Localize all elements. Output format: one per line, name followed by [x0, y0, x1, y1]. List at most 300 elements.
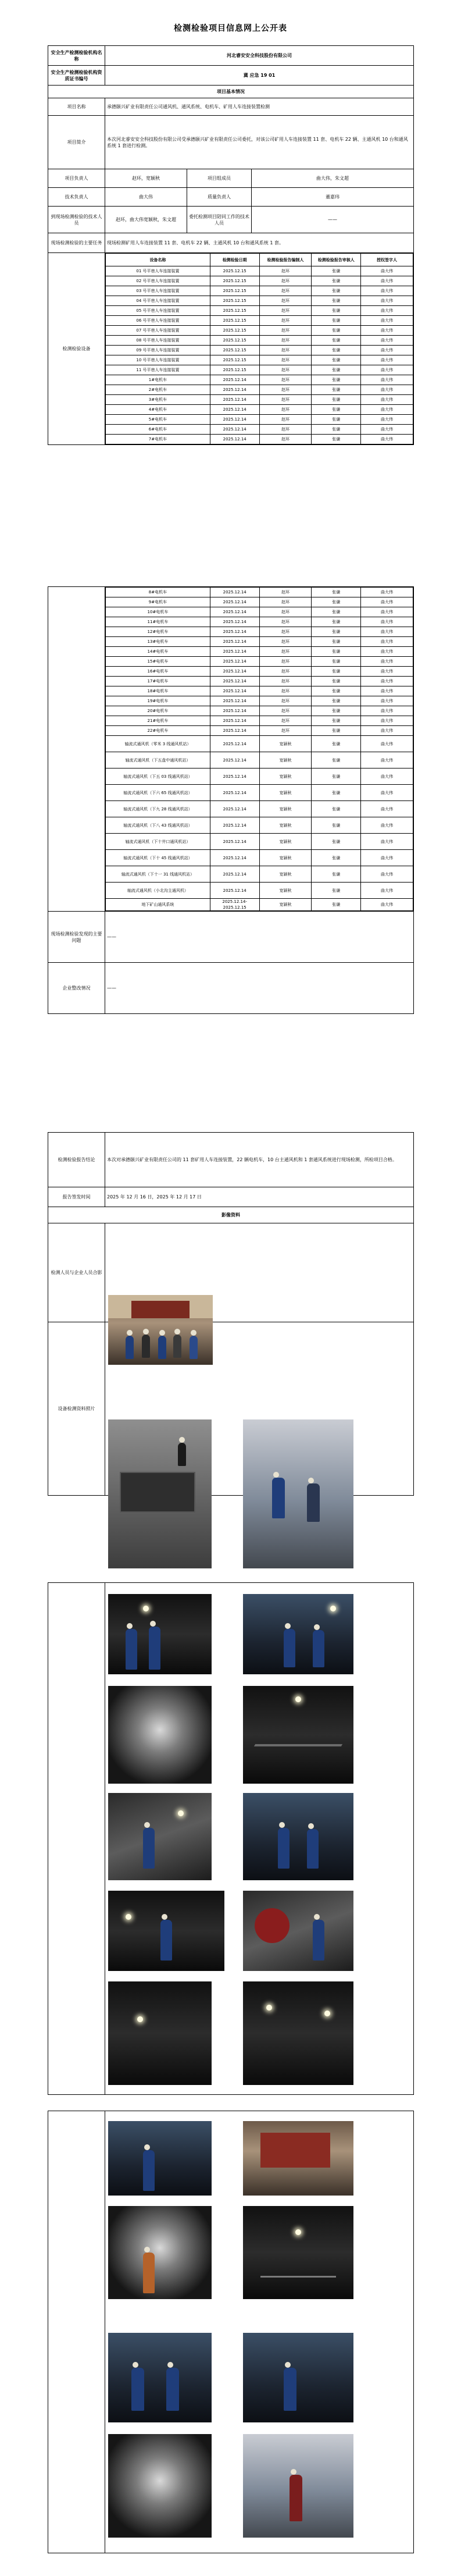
person-figure: [158, 1336, 166, 1359]
table-cell: 张谦: [312, 617, 361, 627]
table-row: [106, 686, 413, 696]
table-cell: 2025.12.14: [210, 696, 259, 706]
table-cell: 张谦: [312, 657, 361, 667]
table-cell: 8#电机车: [106, 588, 210, 597]
table-cell: 曲大伟: [361, 597, 413, 607]
table-row: [106, 375, 413, 385]
table-cell: 赵环: [259, 395, 312, 405]
photo-4-7: [108, 1891, 224, 1971]
rectify-label: 企业整改情况: [48, 963, 105, 1014]
table-cell: 曲大伟: [361, 686, 413, 696]
table-cell: 张谦: [312, 817, 361, 834]
table-cell: 轴流式通风机（下十井口通风机站）: [106, 834, 210, 850]
table-cell: 张谦: [312, 834, 361, 850]
project-name-label: 项目名称: [48, 98, 105, 116]
th-device: 设备名称: [106, 254, 210, 266]
tech-label: 技术负责人: [48, 188, 105, 207]
table-cell: 02 号平巷人车连接装置: [106, 276, 210, 286]
table-cell: 张谦: [312, 785, 361, 801]
table-cell: 张谦: [312, 326, 361, 336]
table-row: [106, 716, 413, 726]
table-row: [106, 306, 413, 316]
table-cell: 张谦: [312, 336, 361, 346]
table-cell: 张谦: [312, 647, 361, 657]
table-row: [106, 801, 413, 817]
date-label: 报告签发时间: [48, 1187, 105, 1207]
table-cell: 15#电机车: [106, 657, 210, 667]
person-figure: [149, 1627, 160, 1670]
person-figure: [143, 2150, 155, 2191]
members: 曲大伟，朱文超: [252, 169, 414, 188]
person-figure: [126, 1336, 134, 1359]
table-cell: 曲大伟: [361, 801, 413, 817]
table-cell: 2025.12.14: [210, 850, 259, 866]
table-cell: 2025.12.15: [210, 296, 259, 306]
table-cell: 赵环: [259, 385, 312, 395]
photo-table-block-4: [48, 1582, 414, 2095]
table-cell: 曲大伟: [361, 785, 413, 801]
table-cell: 10 号平巷人车连接装置: [106, 355, 210, 365]
table-row: [106, 385, 413, 395]
table-cell: 曲大伟: [361, 266, 413, 276]
table-cell: 曲大伟: [361, 385, 413, 395]
table-cell: 2025.12.14: [210, 817, 259, 834]
table-cell: 2025.12.14: [210, 395, 259, 405]
table-cell: 赵环: [259, 375, 312, 385]
table-cell: 2025.12.15: [210, 355, 259, 365]
table-cell: 张谦: [312, 801, 361, 817]
table-cell: 地下矿山通风系统: [106, 899, 210, 911]
table-cell: 赵环: [259, 667, 312, 677]
table-row: [106, 706, 413, 716]
table-cell: 赵环: [259, 296, 312, 306]
table-cell: 张谦: [312, 415, 361, 425]
table-cell: 张谦: [312, 425, 361, 435]
lamp-icon: [266, 2005, 272, 2011]
table-cell: 6#电机车: [106, 425, 210, 435]
table-cell: 2025.12.14: [210, 883, 259, 899]
members-label: 项目组成员: [187, 169, 252, 188]
table-cell: 2025.12.14: [210, 667, 259, 677]
table-row: [106, 266, 413, 276]
table-cell: 2025.12.14: [210, 801, 259, 817]
person-figure: [278, 1828, 290, 1869]
table-cell: 2025.12.14: [210, 768, 259, 785]
table-cell: 张谦: [312, 686, 361, 696]
table-cell: 张谦: [312, 346, 361, 355]
table-cell: 2025.12.14: [210, 785, 259, 801]
table-cell: 2025.12.15: [210, 326, 259, 336]
table-cell: 10#电机车: [106, 607, 210, 617]
table-cell: 14#电机车: [106, 647, 210, 657]
table-cell: 16#电机车: [106, 667, 210, 677]
table-cell: 2025.12.15: [210, 336, 259, 346]
table-cell: 2025.12.15: [210, 266, 259, 276]
table-cell: 张谦: [312, 696, 361, 706]
table-cell: 曲大伟: [361, 435, 413, 444]
table-cell: 赵环: [259, 365, 312, 375]
table-row: [106, 785, 413, 801]
table-cell: 赵环: [259, 597, 312, 607]
table-cell: 2025.12.15: [210, 286, 259, 296]
table-cell: 2025.12.14: [210, 866, 259, 883]
table-cell: 2025.12.14: [210, 435, 259, 444]
table-cell: 宽颖秋: [259, 850, 312, 866]
table-cell: 轴流式通风机（下十 45 线通风机站）: [106, 850, 210, 866]
institution-name-label: 安全生产检测检验机构名称: [48, 46, 105, 66]
person-figure: [284, 1629, 295, 1667]
project-name: 承德颐兴矿业有限责任公司通风机、通风系统、电机车、矿用人车连接装置检测: [105, 98, 414, 116]
table-cell: 曲大伟: [361, 850, 413, 866]
table-row: [106, 726, 413, 736]
photo-5-4: [243, 2206, 353, 2299]
table-cell: 赵环: [259, 435, 312, 444]
table-cell: 张谦: [312, 726, 361, 736]
table-cell: 2025.12.14: [210, 736, 259, 752]
table-cell: 张谦: [312, 306, 361, 316]
table-cell: 2025.12.14: [210, 627, 259, 637]
person-figure: [178, 1443, 186, 1466]
table-cell: 张谦: [312, 597, 361, 607]
person-figure: [290, 2475, 302, 2521]
table-cell: 赵环: [259, 276, 312, 286]
table-cell: 赵环: [259, 647, 312, 657]
table-cell: 07 号平巷人车连接装置: [106, 326, 210, 336]
table-row: [106, 415, 413, 425]
table-cell: 张谦: [312, 375, 361, 385]
table-cell: 轴流式通风机（下六 65 线通风机站）: [106, 785, 210, 801]
lamp-icon: [137, 2016, 143, 2022]
table-cell: 2025.12.14: [210, 657, 259, 667]
table-cell: 2025.12.14: [210, 415, 259, 425]
table-cell: 宽颖秋: [259, 883, 312, 899]
table-cell: 张谦: [312, 866, 361, 883]
table-cell: 曲大伟: [361, 405, 413, 415]
table-row: [106, 607, 413, 617]
table-cell: 2#电机车: [106, 385, 210, 395]
results-cell-continued: [105, 587, 414, 912]
table-row: [106, 435, 413, 444]
table-cell: 13#电机车: [106, 637, 210, 647]
table-cell: 曲大伟: [361, 696, 413, 706]
table-row: [106, 316, 413, 326]
table-cell: 张谦: [312, 588, 361, 597]
table-cell: 2025.12.14: [210, 834, 259, 850]
table-cell: 2025.12.14: [210, 597, 259, 607]
table-cell: 18#电机车: [106, 686, 210, 696]
table-cell: 2025.12.14: [210, 588, 259, 597]
table-row: [106, 425, 413, 435]
table-cell: 赵环: [259, 355, 312, 365]
problems-label: 现场检测检验发现的主要问题: [48, 912, 105, 963]
table-cell: 2025.12.14: [210, 686, 259, 696]
table-cell: 张谦: [312, 899, 361, 911]
photo-4-2: [243, 1594, 353, 1674]
table-cell: 19#电机车: [106, 696, 210, 706]
table-cell: 赵环: [259, 726, 312, 736]
person-figure: [307, 1483, 320, 1522]
lamp-icon: [295, 1696, 301, 1702]
table-cell: 曲大伟: [361, 375, 413, 385]
table-cell: 曲大伟: [361, 677, 413, 686]
table-cell: 赵环: [259, 415, 312, 425]
th-signer: 授权签字人: [361, 254, 413, 266]
table-cell: 曲大伟: [361, 607, 413, 617]
conclusion: 本次对承德颐兴矿业有限责任公司的 11 套矿用人车连接装置，22 辆电机车，10 台主通风机和 1 套通风系统进行现场检测，所检项目合格。: [105, 1133, 414, 1187]
table-cell: 曲大伟: [361, 415, 413, 425]
table-cell: 宽颖秋: [259, 817, 312, 834]
table-cell: 曲大伟: [361, 306, 413, 316]
table-cell: 11#电机车: [106, 617, 210, 627]
table-cell: 2025.12.14: [210, 716, 259, 726]
table-cell: 赵环: [259, 346, 312, 355]
quality: 董嘉玮: [252, 188, 414, 207]
photo-5-5: [108, 2333, 212, 2422]
photo-4-5: [108, 1793, 212, 1880]
results-label: 检测检验设备: [48, 253, 105, 445]
photo-continue-label-5: [48, 2111, 105, 2553]
table-cell: 曲大伟: [361, 834, 413, 850]
person-figure: [131, 2368, 144, 2411]
table-cell: 张谦: [312, 286, 361, 296]
institution-name: 河北睿安安全科技股份有限公司: [105, 46, 414, 66]
table-cell: 赵环: [259, 588, 312, 597]
quality-label: 质量负责人: [187, 188, 252, 207]
scope-label: 现场检测检验的主要任务: [48, 233, 105, 253]
leader: 赵环，宽颖秋: [105, 169, 187, 188]
table-cell: 宽颖秋: [259, 866, 312, 883]
table-row: [106, 276, 413, 286]
person-figure: [126, 1629, 137, 1670]
results-table: [105, 253, 413, 444]
person-figure: [143, 2253, 155, 2293]
table-cell: 2025.12.14: [210, 726, 259, 736]
table-cell: 2025.12.14: [210, 752, 259, 768]
table-cell: 轴流式通风机（下九 28 线通风机站）: [106, 801, 210, 817]
table-cell: 张谦: [312, 365, 361, 375]
photo-4-3: [108, 1686, 212, 1784]
table-cell: 11 号平巷人车连接装置: [106, 365, 210, 375]
lamp-icon: [295, 2229, 301, 2235]
table-cell: 赵环: [259, 607, 312, 617]
person-figure: [143, 1828, 155, 1869]
results-cell: [105, 253, 414, 445]
table-cell: 宽颖秋: [259, 785, 312, 801]
conclusion-label: 检测检验报告结论: [48, 1133, 105, 1187]
results-table-continued: [105, 587, 413, 911]
table-row: [106, 336, 413, 346]
table-cell: 12#电机车: [106, 627, 210, 637]
table-cell: 张谦: [312, 435, 361, 444]
table-row: [106, 696, 413, 706]
site-photo-left: [108, 1419, 212, 1568]
table-row: [106, 346, 413, 355]
photo-5-7: [108, 2434, 212, 2538]
photo-4-4: [243, 1686, 353, 1784]
photo-5-6: [243, 2333, 353, 2422]
table-row: [106, 637, 413, 647]
lamp-icon: [324, 2011, 330, 2016]
table-row: [106, 667, 413, 677]
lamp-icon: [143, 1606, 149, 1611]
table-row: [106, 677, 413, 686]
table-cell: 曲大伟: [361, 637, 413, 647]
table-cell: 张谦: [312, 296, 361, 306]
results-continued-label: [48, 587, 105, 912]
th-author: 检测检验报告编制人: [259, 254, 312, 266]
site-people: 赵环，曲大伟宽颖秋，朱文超: [105, 207, 187, 233]
table-cell: 曲大伟: [361, 355, 413, 365]
photo-4-9: [108, 1981, 212, 2085]
table-row: [106, 355, 413, 365]
photo-5-3: [108, 2206, 212, 2299]
table-cell: 轴流式通风机（下五 03 线通风机站）: [106, 768, 210, 785]
problems: ——: [105, 912, 414, 963]
table-row: [106, 850, 413, 866]
person-figure: [142, 1335, 150, 1358]
table-cell: 2025.12.14: [210, 375, 259, 385]
section-project-header: 项目基本情况: [48, 86, 414, 98]
person-figure: [160, 1920, 172, 1961]
images-section-header: 影像资料: [48, 1207, 414, 1223]
table-cell: 曲大伟: [361, 866, 413, 883]
table-cell: 赵环: [259, 316, 312, 326]
table-cell: 曲大伟: [361, 296, 413, 306]
table-cell: 曲大伟: [361, 276, 413, 286]
table-row: [106, 657, 413, 667]
table-cell: 张谦: [312, 716, 361, 726]
table-cell: 04 号平巷人车连接装置: [106, 296, 210, 306]
group-photo: [108, 1295, 213, 1365]
table-cell: 2025.12.14: [210, 647, 259, 657]
table-cell: 曲大伟: [361, 706, 413, 716]
table-cell: 曲大伟: [361, 395, 413, 405]
issue-date: 2025 年 12 月 16 日，2025 年 12 月 17 日: [105, 1187, 414, 1207]
table-cell: 张谦: [312, 706, 361, 716]
table-cell: 张谦: [312, 627, 361, 637]
table-cell: 2025.12.15: [210, 346, 259, 355]
table-cell: 赵环: [259, 405, 312, 415]
table-cell: 曲大伟: [361, 883, 413, 899]
table-cell: 宽颖秋: [259, 801, 312, 817]
table-cell: 曲大伟: [361, 588, 413, 597]
th-date: 检测检验日期: [210, 254, 259, 266]
site-photo-right: [243, 1419, 353, 1568]
table-cell: 赵环: [259, 716, 312, 726]
table-row: [106, 768, 413, 785]
leader-label: 项目负责人: [48, 169, 105, 188]
table-row: [106, 296, 413, 306]
person-figure: [166, 2368, 179, 2411]
rectify: ——: [105, 963, 414, 1014]
table-cell: 03 号平巷人车连接装置: [106, 286, 210, 296]
person-figure: [307, 1829, 319, 1869]
table-cell: 5#电机车: [106, 415, 210, 425]
photo-continue-label-4: [48, 1583, 105, 2095]
person-figure: [190, 1336, 198, 1359]
photo-5-8: [243, 2434, 353, 2538]
table-cell: 05 号平巷人车连接装置: [106, 306, 210, 316]
site-people-label: 到现场检测检验的技术人员: [48, 207, 105, 233]
table-cell: 2025.12.14: [210, 425, 259, 435]
table-cell: 赵环: [259, 627, 312, 637]
person-figure: [284, 2368, 296, 2411]
table-cell: 2025.12.15: [210, 316, 259, 326]
table-cell: 张谦: [312, 385, 361, 395]
table-cell: 宽颖秋: [259, 768, 312, 785]
table-cell: 张谦: [312, 883, 361, 899]
document-title: 检测检验项目信息网上公开表: [174, 24, 287, 33]
th-reviewer: 检测检验报告审核人: [312, 254, 361, 266]
table-row: [106, 395, 413, 405]
table-cell: 2025.12.14: [210, 405, 259, 415]
companion-label: 委托检测项目陪同工作的技术人员: [187, 207, 252, 233]
table-cell: 轴流式通风机（下五盘中通风机站）: [106, 752, 210, 768]
table-cell: 轴流式通风机（小北沟主通风机）: [106, 883, 210, 899]
table-cell: 张谦: [312, 276, 361, 286]
table-cell: 宽颖秋: [259, 752, 312, 768]
table-cell: 赵环: [259, 657, 312, 667]
table-cell: 2025.12.15: [210, 365, 259, 375]
table-row: [106, 834, 413, 850]
cert-label: 安全生产检测检验机构资质证书编号: [48, 66, 105, 86]
table-cell: 赵环: [259, 696, 312, 706]
table-cell: 张谦: [312, 405, 361, 415]
table-cell: 2025.12.14: [210, 385, 259, 395]
table-cell: 赵环: [259, 677, 312, 686]
table-row: [106, 365, 413, 375]
table-cell: 2025.12.14: [210, 706, 259, 716]
table-cell: 赵环: [259, 617, 312, 627]
table-cell: 曲大伟: [361, 326, 413, 336]
table-cell: 曲大伟: [361, 336, 413, 346]
table-cell: 4#电机车: [106, 405, 210, 415]
table-cell: 曲大伟: [361, 627, 413, 637]
table-cell: 赵环: [259, 266, 312, 276]
site-photo-label: 设备检测资料照片: [48, 1322, 105, 1496]
table-row: [106, 597, 413, 607]
table-cell: 张谦: [312, 607, 361, 617]
table-cell: 曲大伟: [361, 657, 413, 667]
table-cell: 张谦: [312, 316, 361, 326]
table-cell: 曲大伟: [361, 899, 413, 911]
photo-4-1: [108, 1594, 212, 1674]
table-cell: 赵环: [259, 326, 312, 336]
photo-4-6: [243, 1793, 353, 1880]
table-cell: 曲大伟: [361, 365, 413, 375]
table-cell: 赵环: [259, 286, 312, 296]
table-cell: 01 号平巷人车连接装置: [106, 266, 210, 276]
table-row: [106, 326, 413, 336]
table-cell: 3#电机车: [106, 395, 210, 405]
table-cell: 2025.12.14: [210, 617, 259, 627]
table-cell: 张谦: [312, 395, 361, 405]
table-cell: 曲大伟: [361, 316, 413, 326]
table-cell: 轴流式通风机（下八 43 线通风机站）: [106, 817, 210, 834]
table-cell: 曲大伟: [361, 768, 413, 785]
table-cell: 宽颖秋: [259, 736, 312, 752]
table-cell: 张谦: [312, 637, 361, 647]
table-cell: 曲大伟: [361, 647, 413, 657]
table-cell: 赵环: [259, 425, 312, 435]
table-cell: 2025.12.15: [210, 276, 259, 286]
table-cell: 21#电机车: [106, 716, 210, 726]
person-figure: [313, 1630, 324, 1667]
table-cell: 2025.12.14- 2025.12.15: [210, 899, 259, 911]
photo-4-10: [243, 1981, 353, 2085]
table-cell: 宽颖秋: [259, 834, 312, 850]
table-cell: 08 号平巷人车连接装置: [106, 336, 210, 346]
